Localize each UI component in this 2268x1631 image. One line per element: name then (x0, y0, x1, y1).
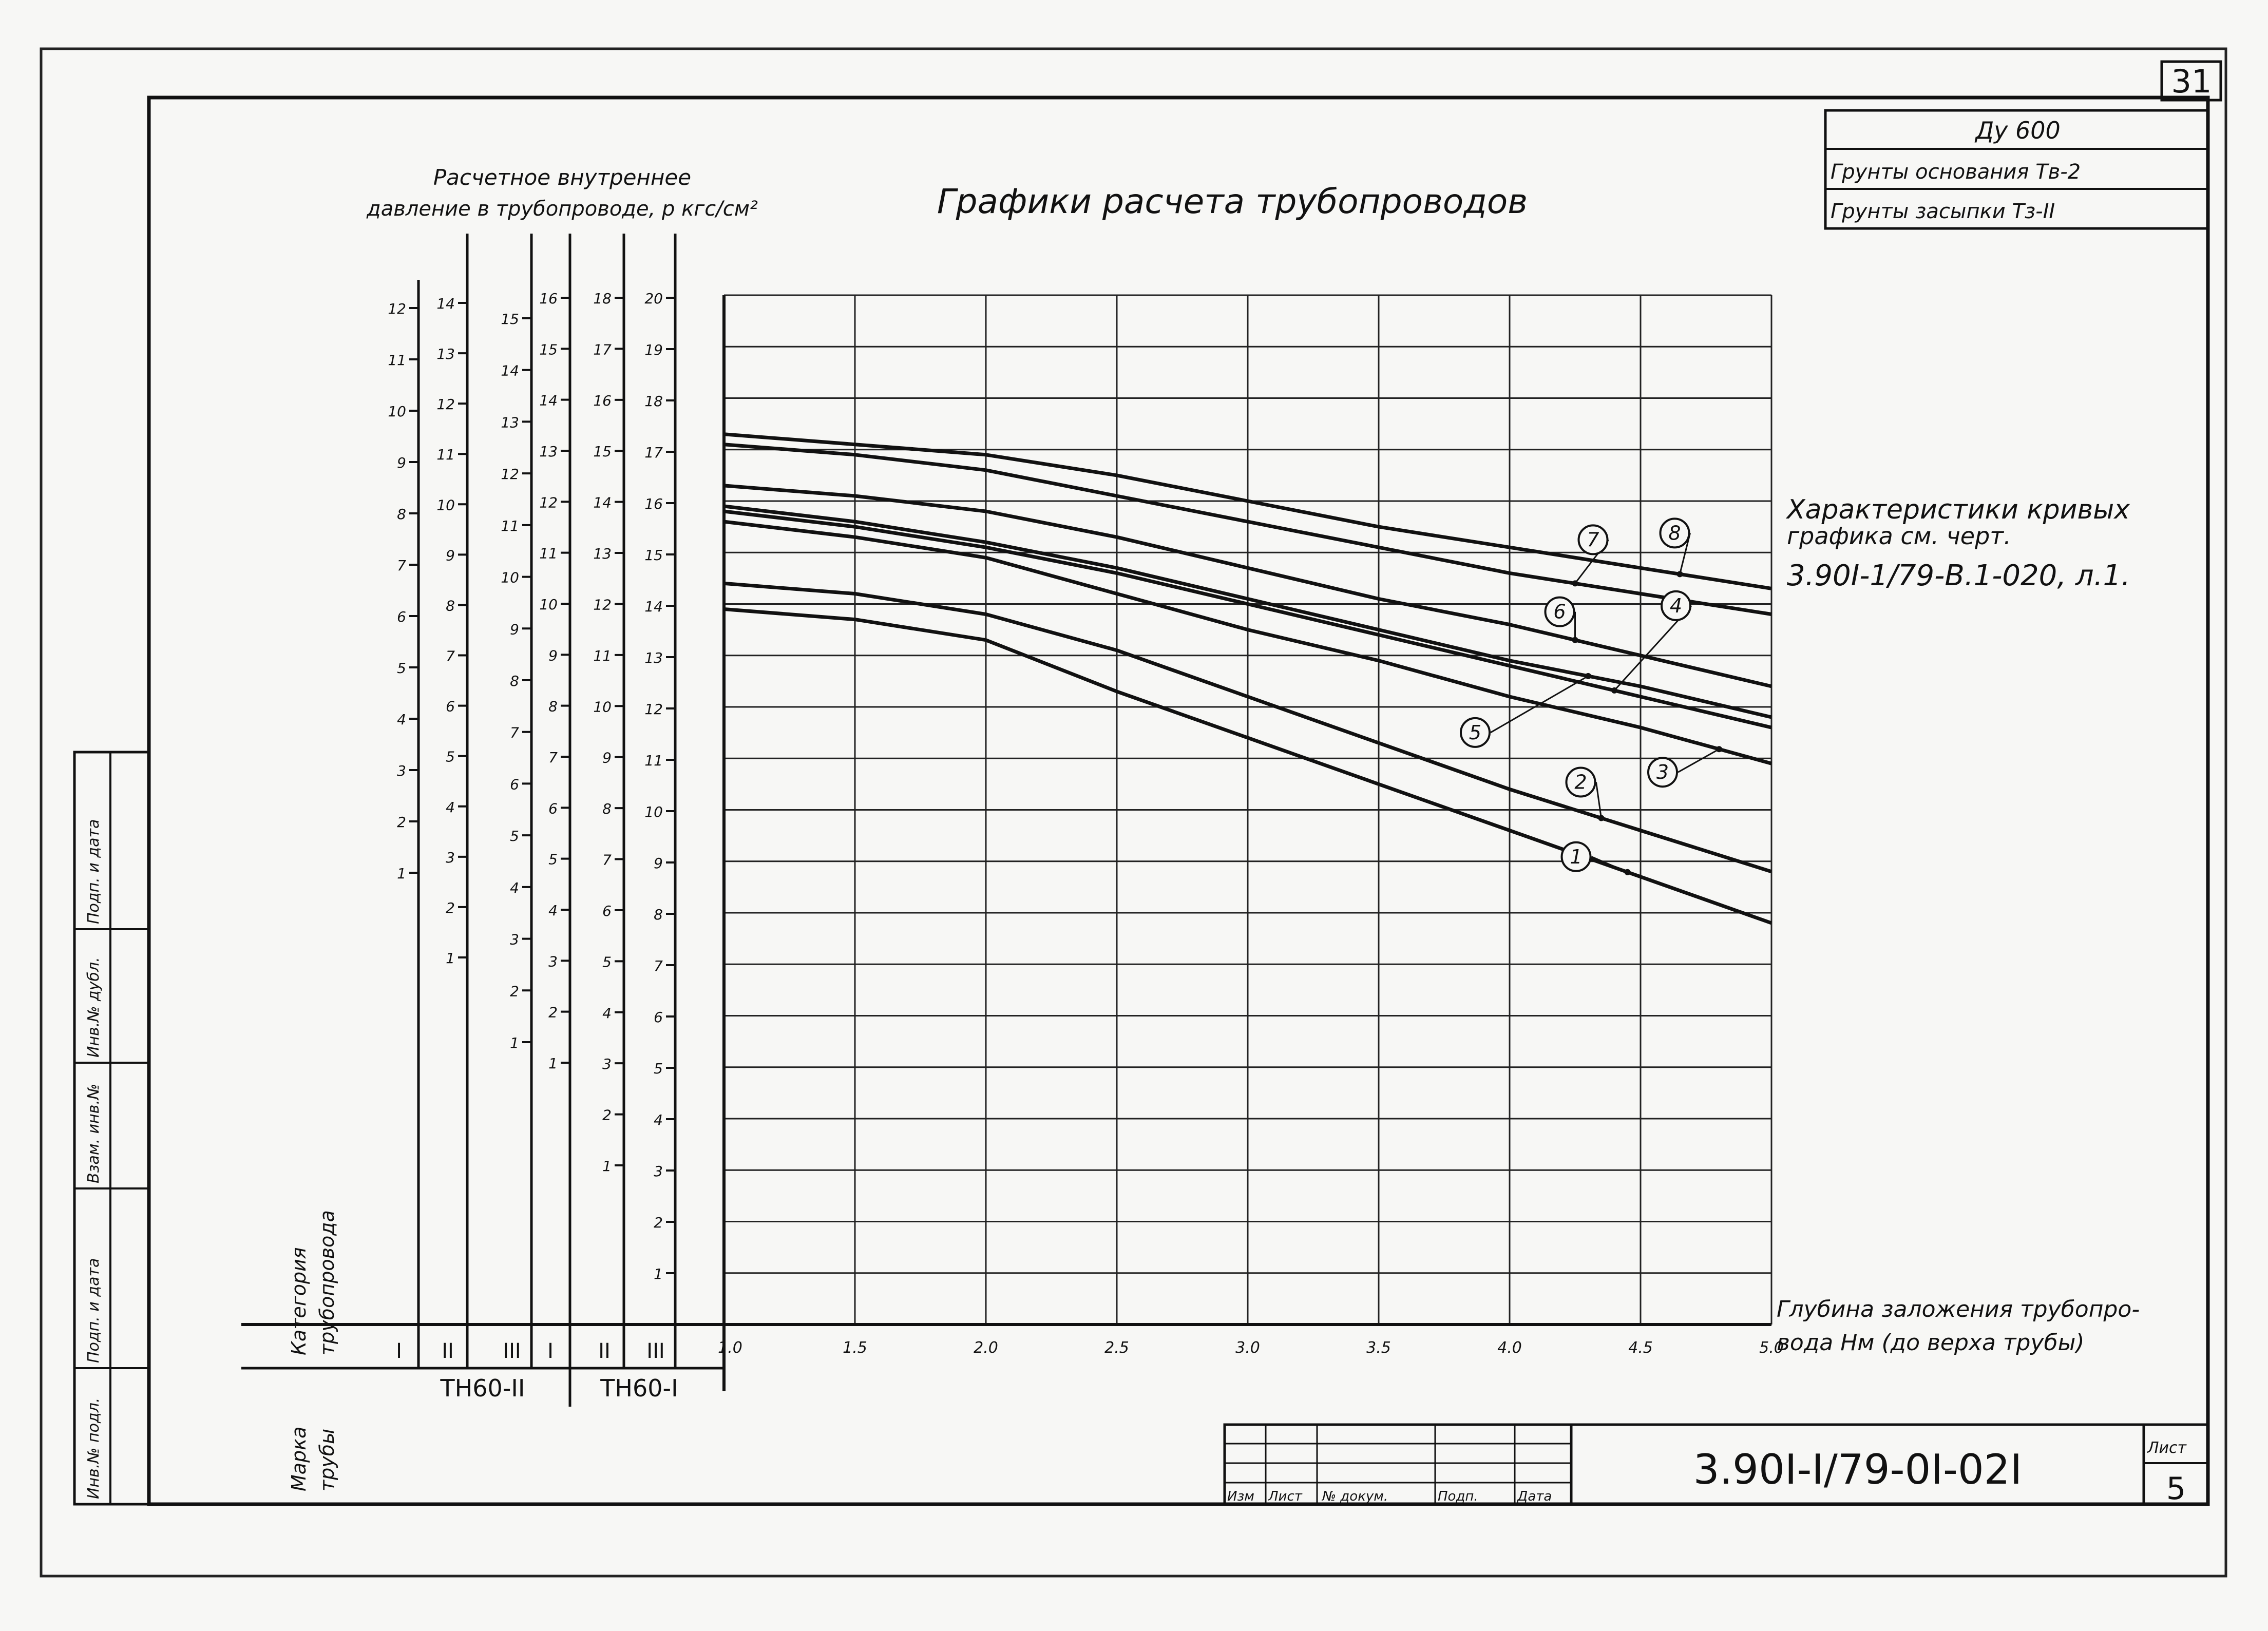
curve-label-1: 1 (1570, 845, 1583, 868)
scale-tick-label: 12 (644, 701, 663, 718)
sheet-label: Лист (2147, 1439, 2187, 1457)
chart-title: Графики расчета трубопроводов (937, 182, 1528, 221)
scale-tick-label: 8 (446, 597, 455, 615)
scale-tick-label: 11 (388, 352, 406, 369)
tb-header-1: Лист (1268, 1489, 1302, 1504)
scale-tick-label: 11 (436, 446, 455, 464)
scale-tick-label: 7 (548, 749, 558, 766)
scale-tick-label: 5 (602, 953, 612, 971)
stamp-cell-3: Инв.№ дубл. (85, 957, 103, 1058)
scale-tick-label: 6 (602, 902, 612, 919)
sheet-number: 5 (2166, 1471, 2186, 1507)
curve-leader-5 (1491, 676, 1588, 733)
scale-tick-label: 16 (593, 392, 612, 409)
scale-tick-label: 13 (644, 649, 663, 666)
scale-tick-label: 12 (501, 466, 519, 483)
scale-tick-label: 8 (397, 506, 406, 523)
scale-tick-label: 14 (436, 295, 455, 312)
scale-tick-label: 12 (539, 494, 558, 511)
stamp-cell-0: Инв.№ подл. (85, 1397, 103, 1499)
page-number: 31 (2171, 63, 2212, 100)
scale-tick-label: 4 (397, 711, 406, 728)
scale-tick-label: 1 (654, 1265, 663, 1282)
subtitle-line1: Ду 600 (1975, 117, 2061, 144)
scale-tick-label: 8 (510, 673, 519, 689)
scale-tick-label: 10 (644, 803, 663, 820)
scale-tick-label: 12 (388, 300, 406, 317)
scale-tick-label: 6 (548, 800, 558, 817)
scale-tick-label: 8 (602, 800, 612, 818)
scale-tick-label: 9 (446, 547, 455, 564)
scale-tick-label: 15 (501, 311, 519, 328)
scale-tick-label: 14 (539, 392, 558, 409)
pipe-mark-label-line1: Марка (288, 1426, 310, 1491)
scale-tick-label: 4 (602, 1004, 612, 1022)
curve-leader-2 (1596, 782, 1602, 818)
scale-tick-label: 18 (593, 290, 612, 307)
scale-tick-label: 9 (602, 749, 612, 766)
scale-category-label: II (442, 1339, 454, 1363)
curve-label-7: 7 (1587, 528, 1599, 551)
scale-tick-label: 10 (388, 403, 406, 420)
scale-tick-label: 9 (548, 647, 558, 664)
scale-category-label: III (503, 1339, 521, 1363)
x-tick-label: 3.0 (1235, 1339, 1260, 1357)
subtitle-line2: Грунты основания Tв-2 (1831, 160, 2081, 184)
scale-tick-label: 5 (548, 851, 558, 868)
curve-label-2: 2 (1574, 771, 1587, 794)
scale-tick-label: 3 (397, 762, 406, 779)
scale-tick-label: 3 (510, 931, 519, 948)
scale-tick-label: 3 (446, 849, 455, 866)
chart-area (241, 295, 2140, 1391)
scale-tick-label: 5 (397, 660, 406, 677)
x-tick-label: 1.0 (718, 1339, 742, 1357)
scale-tick-label: 2 (654, 1214, 663, 1231)
scale-tick-label: 7 (446, 647, 455, 665)
pressure-header-line1: Расчетное внутреннее (433, 165, 692, 190)
scale-tick-label: 2 (397, 814, 406, 831)
scale-tick-label: 16 (644, 495, 663, 512)
scale-tick-label: 15 (644, 547, 663, 564)
scale-tick-label: 5 (654, 1060, 663, 1077)
scale-tick-label: 15 (593, 443, 612, 460)
scale-tick-label: 11 (539, 545, 558, 562)
scale-tick-label: 10 (593, 698, 612, 716)
scale-category-label: I (396, 1339, 402, 1363)
scale-tick-label: 4 (510, 879, 519, 896)
scale-tick-label: 12 (436, 396, 455, 413)
x-axis-label-line2: вода Нм (до верха трубы) (1777, 1330, 2085, 1356)
scale-tick-label: 4 (654, 1111, 663, 1128)
scale-tick-label: 6 (510, 776, 519, 793)
curve-leader-3 (1678, 749, 1719, 772)
scale-tick-label: 5 (510, 828, 519, 845)
scale-tick-label: 10 (436, 496, 455, 514)
curve-leader-1 (1592, 857, 1628, 872)
tb-header-2: № докум. (1322, 1489, 1388, 1504)
category-label-line1: Категория (288, 1247, 310, 1355)
scale-tick-label: 13 (436, 346, 455, 363)
note-line2: графика см. черт. (1787, 522, 2011, 550)
scale-tick-label: 10 (539, 596, 558, 613)
x-tick-label: 2.5 (1104, 1339, 1129, 1357)
scale-tick-label: 2 (602, 1106, 612, 1124)
pressure-scales (241, 234, 724, 1407)
scale-tick-label: 3 (548, 953, 558, 970)
scale-tick-label: 16 (539, 290, 558, 307)
scale-tick-label: 13 (593, 545, 612, 563)
pipe-mark-1: ТН60-I (600, 1374, 678, 1402)
scale-category-label: I (547, 1339, 554, 1363)
scale-tick-label: 8 (548, 698, 558, 715)
x-tick-label: 4.5 (1628, 1339, 1653, 1357)
stamp-cell-1: Подп. и дата (85, 1258, 103, 1363)
scale-tick-label: 9 (397, 454, 406, 471)
curve-label-8: 8 (1668, 522, 1681, 545)
scale-tick-label: 7 (602, 851, 612, 869)
subtitle-line3: Грунты засыпки Tз-II (1831, 200, 2055, 223)
note-line1: Характеристики кривых (1787, 494, 2130, 525)
title-block (1225, 1425, 2208, 1507)
scale-tick-label: 2 (548, 1004, 558, 1021)
scale-category-label: III (646, 1339, 665, 1363)
scale-tick-label: 1 (510, 1034, 519, 1051)
scale-tick-label: 13 (539, 443, 558, 460)
scale-tick-label: 17 (644, 444, 663, 461)
curve-label-4: 4 (1669, 594, 1683, 617)
scale-category-label: II (598, 1339, 611, 1363)
left-stamp (74, 752, 149, 1504)
scale-tick-label: 17 (593, 341, 612, 358)
curve-label-6: 6 (1553, 600, 1566, 623)
scale-tick-label: 6 (397, 608, 406, 625)
x-axis-label-line1: Глубина заложения трубопро- (1777, 1296, 2140, 1322)
scale-tick-label: 10 (501, 569, 519, 586)
scale-tick-label: 14 (501, 362, 519, 379)
scale-tick-label: 3 (654, 1163, 663, 1180)
x-tick-label: 5.0 (1759, 1339, 1784, 1357)
scale-tick-label: 14 (593, 494, 612, 511)
scale-tick-label: 9 (654, 855, 663, 872)
scale-tick-label: 3 (602, 1056, 612, 1073)
scale-tick-label: 1 (602, 1158, 612, 1175)
scale-tick-label: 20 (644, 290, 663, 307)
subtitle-block (1825, 110, 2208, 228)
x-tick-label: 1.5 (843, 1339, 867, 1357)
scale-tick-label: 18 (644, 393, 663, 410)
stamp-cell-4: Подп. и дата (85, 819, 103, 924)
scale-tick-label: 15 (539, 341, 558, 358)
x-tick-label: 3.5 (1366, 1339, 1391, 1357)
inner-frame (149, 98, 2208, 1504)
pipe-mark-0: ТН60-II (440, 1374, 525, 1402)
tb-header-3: Подп. (1438, 1489, 1478, 1504)
note-line3: 3.90I-1/79-В.1-020, л.1. (1787, 559, 2130, 592)
stamp-cell-2: Взам. инв.№ (85, 1083, 103, 1183)
tb-header-4: Дата (1517, 1489, 1552, 1504)
scale-tick-label: 1 (446, 950, 455, 967)
curve-label-3: 3 (1656, 761, 1669, 784)
scale-tick-label: 4 (446, 798, 455, 816)
scale-tick-label: 11 (593, 647, 612, 664)
scale-tick-label: 11 (644, 752, 663, 769)
pipe-mark-label-line2: трубы (316, 1428, 338, 1491)
scale-tick-label: 5 (446, 748, 455, 765)
scale-tick-label: 7 (654, 957, 663, 974)
drawing-code: 3.90I-I/79-0I-02I (1693, 1446, 2023, 1493)
scale-tick-label: 6 (446, 698, 455, 715)
curve-label-5: 5 (1469, 721, 1482, 744)
scale-tick-label: 13 (501, 414, 519, 431)
scale-tick-label: 2 (446, 899, 455, 916)
scale-tick-label: 7 (397, 557, 406, 574)
x-tick-label: 4.0 (1497, 1339, 1522, 1357)
scale-tick-label: 6 (654, 1009, 663, 1026)
scale-tick-label: 1 (548, 1055, 558, 1072)
scale-tick-label: 9 (510, 621, 519, 638)
category-label-line2: трубопровода (316, 1210, 338, 1355)
scale-tick-label: 14 (644, 598, 663, 615)
scale-tick-label: 4 (548, 902, 558, 919)
scale-tick-label: 8 (654, 906, 663, 923)
scale-tick-label: 2 (510, 983, 519, 1000)
scale-tick-label: 7 (510, 724, 519, 741)
scale-tick-label: 1 (397, 865, 406, 882)
x-tick-label: 2.0 (974, 1339, 998, 1357)
scale-tick-label: 19 (644, 341, 663, 358)
scale-tick-label: 11 (501, 517, 519, 534)
tb-header-0: Изм (1227, 1489, 1254, 1504)
pressure-header-line2: давление в трубопроводе, р кгс/см² (367, 197, 758, 221)
scale-tick-label: 12 (593, 596, 612, 613)
